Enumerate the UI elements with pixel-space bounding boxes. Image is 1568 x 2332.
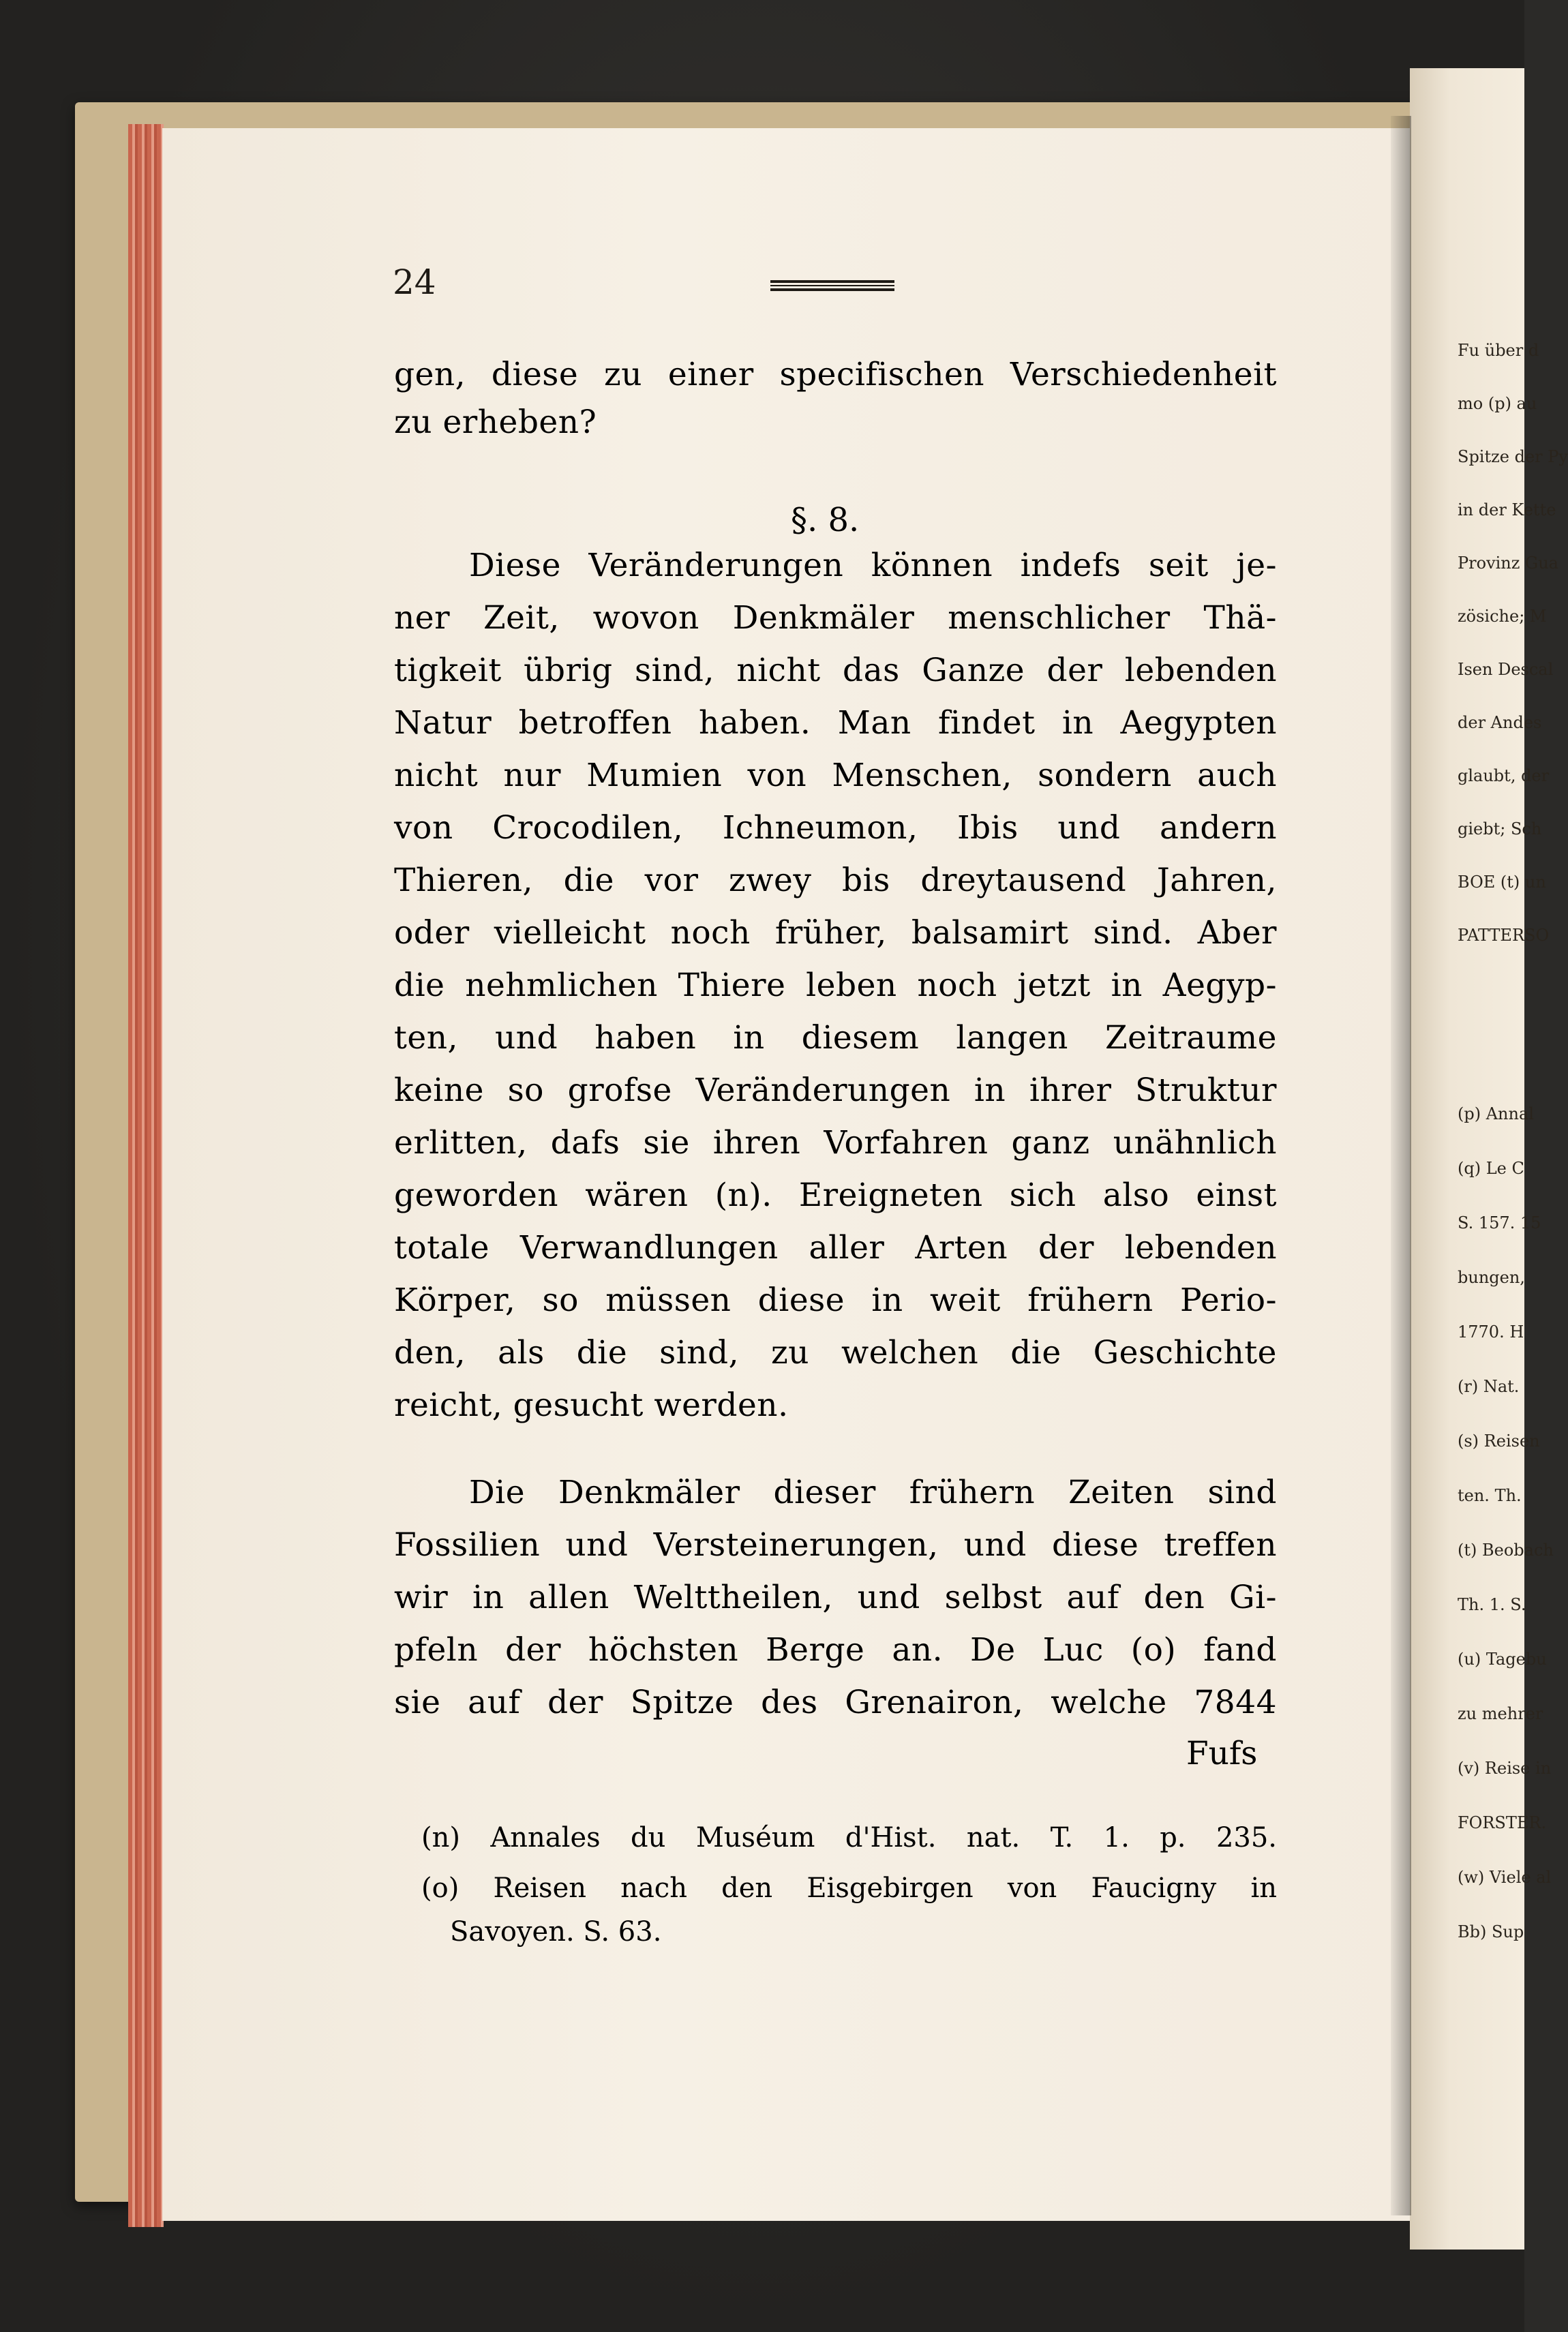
text-line: erlitten, dafs sie ihren Vorfahren ganz unähnlich bbox=[394, 1124, 1277, 1162]
text-line: von Crocodilen, Ichneumon, Ibis und andern bbox=[394, 809, 1277, 847]
right-page-fragment: der Andes bbox=[1458, 713, 1542, 732]
right-page-fragment: (s) Reisen bbox=[1458, 1432, 1540, 1451]
page-number: 24 bbox=[393, 262, 436, 302]
right-page-fragment: Fu über d bbox=[1458, 341, 1539, 360]
right-page-fragment: (v) Reise in bbox=[1458, 1759, 1552, 1778]
gutter-shadow bbox=[1391, 116, 1411, 2215]
right-page-fragment: glaubt, der bbox=[1458, 766, 1550, 785]
right-page-fragment: Isen Descal bbox=[1458, 660, 1554, 679]
right-page-fragment: (r) Nat. bbox=[1458, 1377, 1520, 1396]
right-page-fragment: in der Kette bbox=[1458, 500, 1556, 519]
right-page-fragment: Th. 1. S. bbox=[1458, 1595, 1526, 1614]
text-line: oder vielleicht noch früher, balsamirt sind. Aber bbox=[394, 914, 1277, 952]
text-line: zu erheben? bbox=[394, 404, 597, 441]
text-line: sie auf der Spitze des Grenairon, welche 7844 bbox=[394, 1684, 1277, 1721]
right-page-fragment: (q) Le C bbox=[1458, 1159, 1524, 1178]
right-page-fragment: (w) Viele al bbox=[1458, 1868, 1552, 1887]
page-edges bbox=[128, 124, 164, 2227]
right-page-fragment: Provinz Gua bbox=[1458, 554, 1558, 573]
footnote: Savoyen. S. 63. bbox=[450, 1916, 662, 1948]
text-line: Diese Veränderungen können indefs seit je- bbox=[469, 547, 1277, 584]
text-line: Thieren, die vor zwey bis dreytausend Jahren, bbox=[394, 862, 1277, 899]
right-page-fragment: Spitze der Py bbox=[1458, 447, 1568, 466]
text-line: Fossilien und Versteinerungen, und diese treffen bbox=[394, 1526, 1277, 1564]
right-page-fragment: (p) Annal bbox=[1458, 1104, 1534, 1123]
right-page-fragment: S. 157. 15 bbox=[1458, 1213, 1541, 1232]
right-page-fragment: BOE (t) un bbox=[1458, 873, 1546, 892]
text-line: geworden wären (n). Ereigneten sich also einst bbox=[394, 1177, 1277, 1214]
text-line: Körper, so müssen diese in weit frühern Perio- bbox=[394, 1282, 1277, 1319]
section-heading: §. 8. bbox=[791, 501, 860, 539]
text-line: ner Zeit, wovon Denkmäler menschlicher Thä- bbox=[394, 599, 1277, 637]
right-page-fragment: (t) Beobach bbox=[1458, 1541, 1554, 1560]
right-page-fragment: (u) Tagebu bbox=[1458, 1650, 1547, 1669]
text-line: den, als die sind, zu welchen die Geschichte bbox=[394, 1334, 1277, 1372]
text-line: Natur betroffen haben. Man findet in Aegypten bbox=[394, 704, 1277, 742]
text-line: totale Verwandlungen aller Arten der lebenden bbox=[394, 1229, 1277, 1267]
right-page-fragment: ten. Th. bbox=[1458, 1486, 1522, 1505]
header-rule bbox=[770, 280, 894, 292]
right-page-fragment: FORSTER. bbox=[1458, 1813, 1547, 1832]
text-line: tigkeit übrig sind, nicht das Ganze der lebenden bbox=[394, 652, 1277, 689]
right-page-fragment: giebt; Sch bbox=[1458, 819, 1542, 838]
right-page-fragment: mo (p) au bbox=[1458, 394, 1537, 413]
right-page-fragment: 1770. H bbox=[1458, 1322, 1524, 1342]
catchword: Fufs bbox=[1186, 1735, 1258, 1772]
text-line: gen, diese zu einer specifischen Verschiedenheit bbox=[394, 356, 1277, 393]
text-line: keine so grofse Veränderungen in ihrer Struktur bbox=[394, 1072, 1277, 1109]
text-line: die nehmlichen Thiere leben noch jetzt in Aegyp- bbox=[394, 967, 1277, 1004]
text-line: reicht, gesucht werden. bbox=[394, 1387, 789, 1424]
right-page-fragment: PATTERSO bbox=[1458, 926, 1550, 945]
right-page-fragment: bungen, bbox=[1458, 1268, 1525, 1287]
text-line: pfeln der höchsten Berge an. De Luc (o) fand bbox=[394, 1631, 1277, 1669]
text-line: ten, und haben in diesem langen Zeitraume bbox=[394, 1019, 1277, 1057]
text-line: nicht nur Mumien von Menschen, sondern auch bbox=[394, 757, 1277, 794]
footnote: (o) Reisen nach den Eisgebirgen von Faucigny in bbox=[421, 1873, 1277, 1904]
text-line: Die Denkmäler dieser frühern Zeiten sind bbox=[469, 1474, 1277, 1511]
text-line: wir in allen Welttheilen, und selbst auf den Gi- bbox=[394, 1579, 1277, 1616]
footnote: (n) Annales du Muséum d'Hist. nat. T. 1. p. 235. bbox=[421, 1822, 1277, 1853]
right-page-fragment: zu mehrer bbox=[1458, 1704, 1543, 1723]
right-page-fragment: zösiche; M bbox=[1458, 607, 1547, 626]
right-page-fragment: Bb) Sup bbox=[1458, 1922, 1524, 1941]
